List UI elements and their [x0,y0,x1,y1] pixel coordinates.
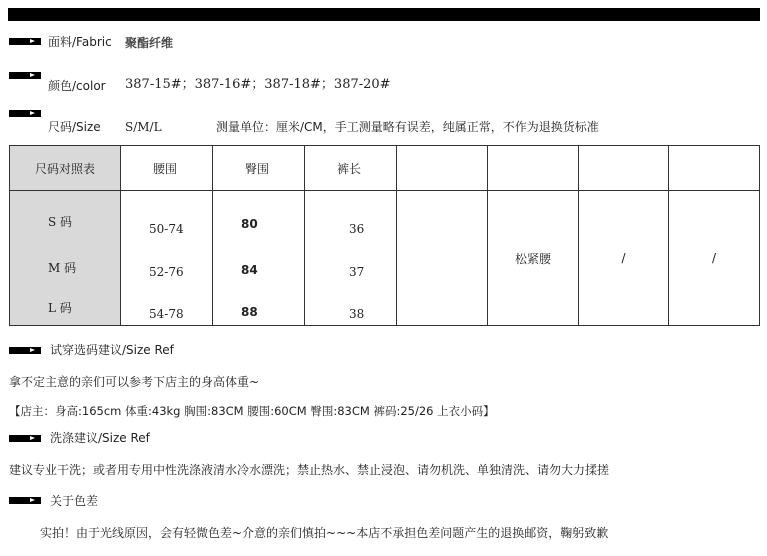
header-cell [579,146,669,191]
owner-measurements: 【店主：身高:165cm 体重:43kg 胸围:83CM 腰围:60CM 臀围:83CM 裤码:25/26 上衣小码】 [9,404,495,418]
slash-cell: / [579,191,669,326]
hip-column [213,191,305,326]
size-label: 尺码/Size [48,120,101,134]
waist-type-cell: 松紧腰 [488,191,579,326]
header-cell [488,146,579,191]
hip-m: 84 [241,263,258,277]
length-s: 36 [349,222,365,236]
waist-l: 54-78 [149,307,184,321]
top-bar [8,8,760,21]
waist-m: 52-76 [149,265,184,279]
header-cell [669,146,760,191]
table-row [10,191,760,326]
length-column [305,191,397,326]
size-l: L 码 [48,301,72,315]
size-chart-table [9,145,760,326]
fabric-label: 面料/Fabric [48,35,112,49]
tryon-label: 试穿选码建议/Size Ref [50,343,174,357]
colordiff-label: 关于色差 [50,494,99,508]
header-cell [397,146,488,191]
waist-column [121,191,213,326]
color-label: 颜色/color [48,79,106,93]
length-l: 38 [349,307,365,321]
table-header-row [10,146,760,191]
arrow-marker-icon [9,72,41,79]
fabric-value: 聚酯纤维 [125,36,174,50]
header-cell: 臀围 [213,146,305,191]
measure-note: 测量单位：厘米/CM，手工测量略有误差，纯属正常，不作为退换货标准 [216,120,599,134]
slash-cell: / [669,191,760,326]
color-value: 387-15#；387-16#；387-18#；387-20# [125,77,391,92]
empty-cell [397,191,488,326]
waist-s: 50-74 [149,222,184,236]
size-m: M 码 [48,261,77,275]
tryon-text: 拿不定主意的亲们可以参考下店主的身高体重~ [9,375,260,389]
wash-label: 洗涤建议/Size Ref [50,431,150,445]
colordiff-text: 实拍！由于光线原因，会有轻微色差~介意的亲们慎拍~~~本店不承担色差问题产生的退换邮资，鞠躬致歉 [40,526,609,540]
header-cell: 裤长 [305,146,397,191]
size-column [10,191,121,326]
arrow-marker-icon [9,497,41,504]
arrow-marker-icon [9,435,41,442]
arrow-marker-icon [9,38,41,45]
header-cell: 腰围 [121,146,213,191]
hip-s: 80 [241,217,258,231]
wash-text: 建议专业干洗；或者用专用中性洗涤液清水冷水漂洗；禁止热水、禁止浸泡、请勿机洗、单独清洗、请勿大力揉搓 [9,463,610,477]
arrow-marker-icon [9,110,41,117]
header-cell: 尺码对照表 [10,146,121,191]
hip-l: 88 [241,305,258,319]
size-value: S/M/L [125,120,162,134]
arrow-marker-icon [9,347,41,354]
size-s: S 码 [48,215,73,229]
length-m: 37 [349,265,365,279]
